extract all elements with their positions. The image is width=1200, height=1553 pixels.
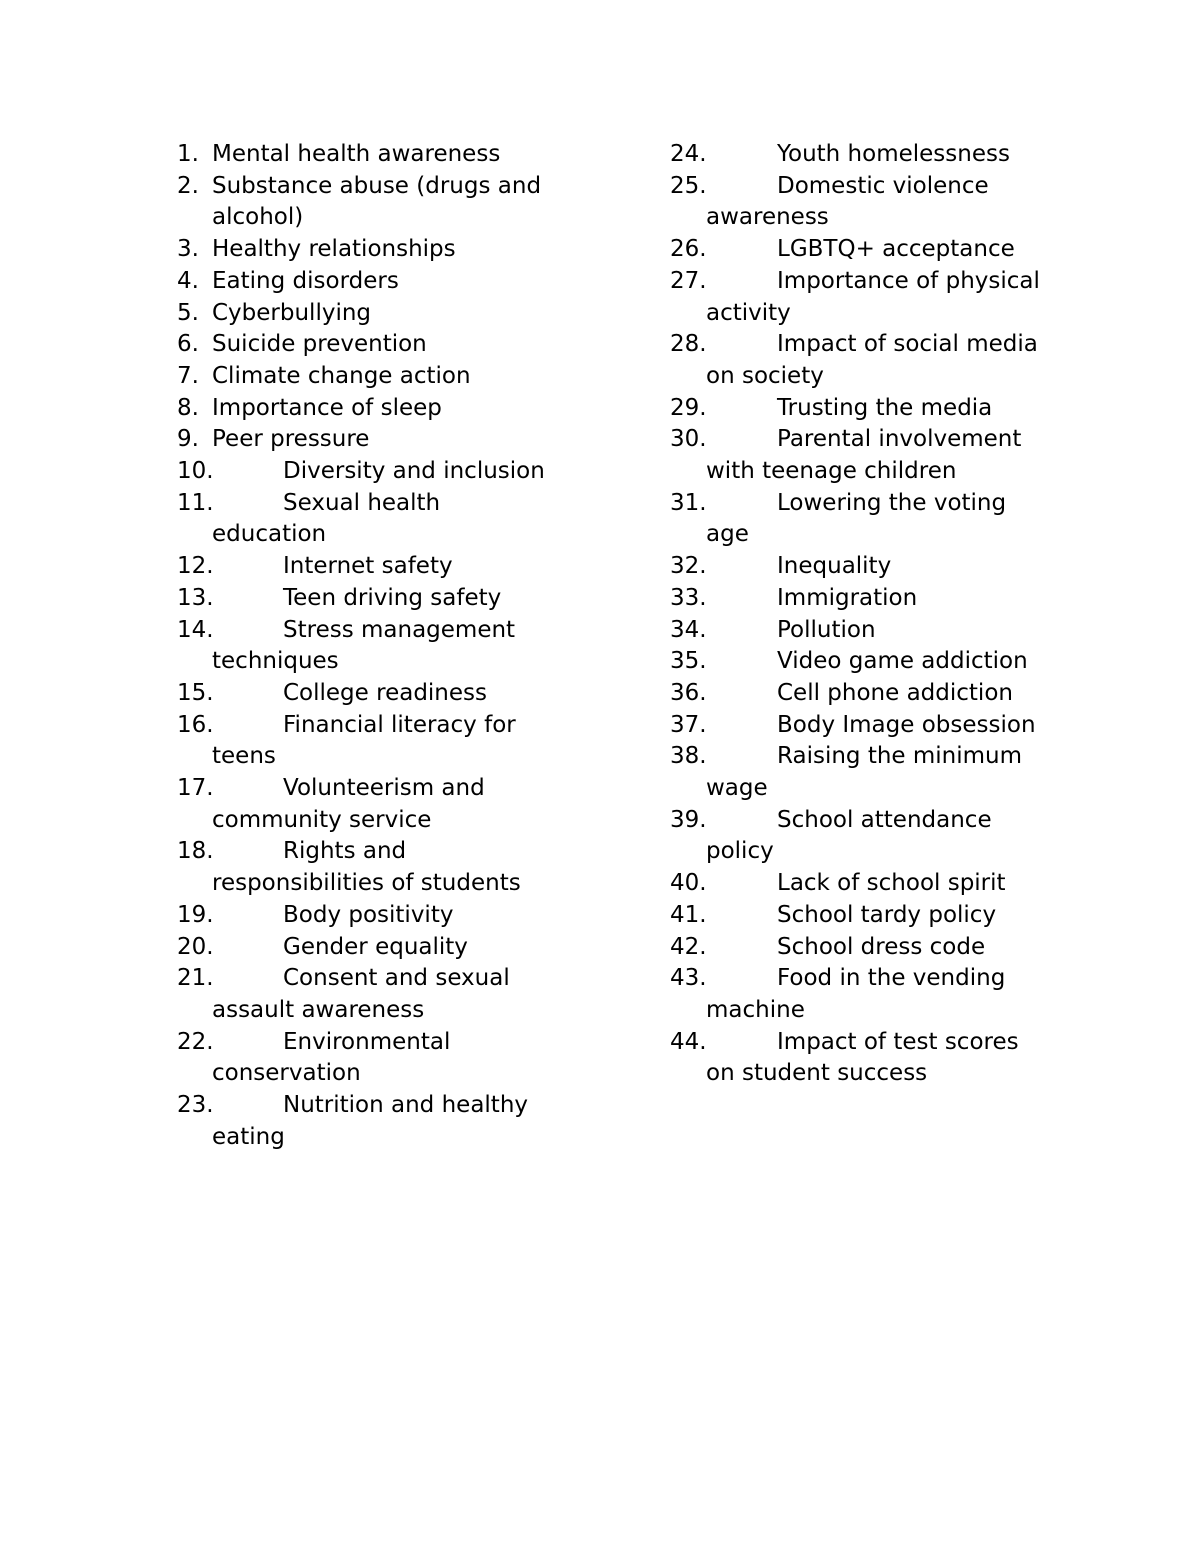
list-item bbox=[670, 393, 1070, 425]
list-item-label: Raising the minimum bbox=[777, 743, 1023, 770]
list-item-first-line bbox=[670, 234, 1070, 266]
list-item-number: 32. bbox=[670, 553, 707, 580]
list-item-number: 7. bbox=[177, 362, 199, 389]
list-item-label: Impact of social media bbox=[777, 331, 1038, 358]
list-item-number: 5. bbox=[177, 299, 199, 326]
list-item-first-line bbox=[177, 234, 577, 266]
list-item-first-line bbox=[670, 741, 1070, 773]
list-item-first-line bbox=[177, 1090, 577, 1122]
list-item bbox=[670, 741, 1070, 804]
list-item-number: 40. bbox=[670, 870, 707, 897]
list-item bbox=[670, 266, 1070, 329]
list-item bbox=[177, 678, 577, 710]
list-item bbox=[670, 139, 1070, 171]
list-item bbox=[177, 298, 577, 330]
list-item-first-line bbox=[670, 139, 1070, 171]
list-item bbox=[177, 773, 577, 836]
list-item-number: 31. bbox=[670, 489, 707, 516]
list-item-first-line bbox=[177, 456, 577, 488]
list-item-first-line bbox=[177, 361, 577, 393]
list-item-first-line bbox=[670, 646, 1070, 678]
list-item-number: 43. bbox=[670, 965, 707, 992]
list-item-label: Climate change action bbox=[212, 362, 471, 389]
list-item-label: Financial literacy for bbox=[283, 711, 516, 738]
list-item-first-line bbox=[670, 615, 1070, 647]
list-item-first-line bbox=[670, 1027, 1070, 1059]
list-item-first-line bbox=[177, 1027, 577, 1059]
list-item-label: Consent and sexual bbox=[283, 965, 510, 992]
list-item-label: Cell phone addiction bbox=[777, 679, 1013, 706]
list-item-label: Environmental bbox=[283, 1028, 451, 1055]
list-item-number: 28. bbox=[670, 331, 707, 358]
list-item-number: 13. bbox=[177, 584, 214, 611]
list-item-number: 37. bbox=[670, 711, 707, 738]
list-item-continuation: community service bbox=[212, 806, 432, 833]
list-item-label: Cyberbullying bbox=[212, 299, 372, 326]
list-item-label: Healthy relationships bbox=[212, 236, 456, 263]
list-item-number: 34. bbox=[670, 616, 707, 643]
list-item-label: Eating disorders bbox=[212, 267, 399, 294]
list-item bbox=[177, 963, 577, 1026]
list-item-number: 1. bbox=[177, 141, 199, 167]
list-item bbox=[177, 932, 577, 964]
list-item-label: Parental involvement bbox=[777, 426, 1022, 453]
list-item-first-line bbox=[670, 329, 1070, 361]
list-item-first-line bbox=[177, 900, 577, 932]
list-item-first-line bbox=[177, 266, 577, 298]
list-item-first-line bbox=[670, 266, 1070, 298]
list-item-label: School tardy policy bbox=[777, 901, 997, 928]
list-item-first-line bbox=[177, 488, 577, 520]
list-item-label: School dress code bbox=[777, 933, 986, 960]
list-item-label: College readiness bbox=[283, 679, 488, 706]
list-item-number: 19. bbox=[177, 901, 214, 928]
list-item-number: 36. bbox=[670, 679, 707, 706]
list-item bbox=[670, 234, 1070, 266]
list-item-label: Video game addiction bbox=[777, 648, 1028, 675]
list-item-label: Domestic violence bbox=[777, 172, 989, 199]
list-item bbox=[670, 488, 1070, 551]
list-item-continuation: conservation bbox=[212, 1060, 361, 1087]
list-item-first-line bbox=[177, 551, 577, 583]
list-item bbox=[670, 171, 1070, 234]
list-item bbox=[177, 900, 577, 932]
list-item-continuation: techniques bbox=[212, 648, 339, 675]
list-item-number: 25. bbox=[670, 172, 707, 199]
list-item-first-line bbox=[177, 583, 577, 615]
list-item-first-line bbox=[670, 678, 1070, 710]
list-item-continuation: alcohol) bbox=[212, 204, 304, 231]
list-item-label: Importance of sleep bbox=[212, 394, 442, 421]
list-item-continuation: on society bbox=[706, 362, 824, 389]
list-item bbox=[177, 615, 577, 678]
list-item-first-line bbox=[177, 329, 577, 361]
list-item bbox=[670, 329, 1070, 392]
list-item-first-line bbox=[670, 424, 1070, 456]
list-item-number: 33. bbox=[670, 584, 707, 611]
list-item-number: 11. bbox=[177, 489, 214, 516]
list-item bbox=[670, 615, 1070, 647]
list-item bbox=[177, 139, 577, 171]
list-item-continuation: education bbox=[212, 521, 327, 548]
list-item-label: Importance of physical bbox=[777, 267, 1040, 294]
list-item-number: 3. bbox=[177, 236, 199, 263]
list-item-number: 21. bbox=[177, 965, 214, 992]
list-item-label: Peer pressure bbox=[212, 426, 370, 453]
list-item bbox=[177, 329, 577, 361]
list-item-number: 12. bbox=[177, 553, 214, 580]
list-item-label: Food in the vending bbox=[777, 965, 1006, 992]
list-item bbox=[670, 963, 1070, 1026]
list-item-first-line bbox=[670, 393, 1070, 425]
list-item bbox=[177, 424, 577, 456]
list-item-first-line bbox=[670, 963, 1070, 995]
list-item-first-line bbox=[670, 488, 1070, 520]
list-item bbox=[177, 393, 577, 425]
list-item-number: 10. bbox=[177, 458, 214, 485]
list-item-number: 26. bbox=[670, 236, 707, 263]
list-item-continuation: responsibilities of students bbox=[212, 870, 521, 897]
list-item-continuation: assault awareness bbox=[212, 996, 425, 1023]
list-item-first-line bbox=[177, 139, 577, 171]
list-item-number: 14. bbox=[177, 616, 214, 643]
list-item bbox=[670, 868, 1070, 900]
list-item-first-line bbox=[670, 805, 1070, 837]
list-item-continuation: on student success bbox=[706, 1060, 928, 1087]
list-item-label: Mental health awareness bbox=[212, 141, 501, 167]
list-item-number: 30. bbox=[670, 426, 707, 453]
list-item bbox=[177, 1027, 577, 1090]
list-item-label: Diversity and inclusion bbox=[283, 458, 545, 485]
list-item-number: 15. bbox=[177, 679, 214, 706]
list-item bbox=[670, 710, 1070, 742]
list-item bbox=[670, 678, 1070, 710]
list-item-label: Suicide prevention bbox=[212, 331, 427, 358]
list-item-continuation: policy bbox=[706, 838, 774, 865]
list-item-number: 16. bbox=[177, 711, 214, 738]
list-item-label: Body positivity bbox=[283, 901, 454, 928]
list-item bbox=[670, 932, 1070, 964]
list-item-number: 8. bbox=[177, 394, 199, 421]
list-item-continuation: awareness bbox=[706, 204, 829, 231]
list-item-first-line bbox=[670, 710, 1070, 742]
list-item-label: Lack of school spirit bbox=[777, 870, 1006, 897]
list-item bbox=[177, 710, 577, 773]
list-item-first-line bbox=[670, 932, 1070, 964]
list-item bbox=[177, 266, 577, 298]
list-item-label: Trusting the media bbox=[777, 394, 993, 421]
list-item-first-line bbox=[670, 171, 1070, 203]
list-item bbox=[177, 361, 577, 393]
list-item bbox=[177, 456, 577, 488]
list-item bbox=[670, 583, 1070, 615]
list-item-first-line bbox=[177, 171, 577, 203]
list-item-number: 4. bbox=[177, 267, 199, 294]
list-item-number: 42. bbox=[670, 933, 707, 960]
list-item-first-line bbox=[177, 393, 577, 425]
list-item bbox=[177, 488, 577, 551]
list-item-number: 24. bbox=[670, 141, 707, 167]
list-item-number: 23. bbox=[177, 1092, 214, 1119]
list-item-label: Impact of test scores bbox=[777, 1028, 1019, 1055]
list-item-number: 39. bbox=[670, 806, 707, 833]
list-item-continuation: teens bbox=[212, 743, 276, 770]
topic-list-right-column bbox=[670, 139, 1070, 1090]
list-item-label: Substance abuse (drugs and bbox=[212, 172, 542, 199]
list-item-first-line bbox=[177, 710, 577, 742]
list-item-continuation: with teenage children bbox=[706, 458, 957, 485]
list-item-label: Nutrition and healthy bbox=[283, 1092, 529, 1119]
list-item bbox=[670, 551, 1070, 583]
list-item-number: 6. bbox=[177, 331, 199, 358]
list-item-continuation: activity bbox=[706, 299, 791, 326]
list-item-number: 44. bbox=[670, 1028, 707, 1055]
list-item bbox=[670, 646, 1070, 678]
list-item-label: School attendance bbox=[777, 806, 992, 833]
list-item-first-line bbox=[177, 424, 577, 456]
list-item-first-line bbox=[177, 298, 577, 330]
list-item-first-line bbox=[670, 551, 1070, 583]
list-item-number: 22. bbox=[177, 1028, 214, 1055]
list-item bbox=[177, 234, 577, 266]
list-item-first-line bbox=[177, 932, 577, 964]
list-item-first-line bbox=[670, 900, 1070, 932]
list-item-first-line bbox=[177, 963, 577, 995]
list-item-label: Youth homelessness bbox=[777, 141, 1010, 167]
list-item-first-line bbox=[670, 583, 1070, 615]
list-item bbox=[177, 551, 577, 583]
list-item-label: Pollution bbox=[777, 616, 876, 643]
list-item bbox=[670, 424, 1070, 487]
list-item-label: Teen driving safety bbox=[283, 584, 502, 611]
list-item-continuation: age bbox=[706, 521, 749, 548]
list-item-label: Volunteerism and bbox=[283, 775, 485, 802]
list-item-label: Gender equality bbox=[283, 933, 468, 960]
list-item bbox=[177, 583, 577, 615]
list-item-label: Lowering the voting bbox=[777, 489, 1007, 516]
list-item-continuation: wage bbox=[706, 775, 768, 802]
list-item-number: 38. bbox=[670, 743, 707, 770]
list-item-number: 9. bbox=[177, 426, 199, 453]
list-item-first-line bbox=[177, 773, 577, 805]
list-item-number: 2. bbox=[177, 172, 199, 199]
list-item-first-line bbox=[177, 678, 577, 710]
list-item bbox=[177, 1090, 577, 1153]
list-item-number: 17. bbox=[177, 775, 214, 802]
list-item-number: 18. bbox=[177, 838, 214, 865]
list-item-label: Internet safety bbox=[283, 553, 453, 580]
list-item-label: Stress management bbox=[283, 616, 516, 643]
list-item-number: 35. bbox=[670, 648, 707, 675]
list-item bbox=[670, 805, 1070, 868]
list-item-first-line bbox=[177, 836, 577, 868]
list-item-label: LGBTQ+ acceptance bbox=[777, 236, 1015, 263]
list-item-label: Body Image obsession bbox=[777, 711, 1036, 738]
list-item bbox=[670, 1027, 1070, 1090]
list-item-number: 29. bbox=[670, 394, 707, 421]
list-item-label: Sexual health bbox=[283, 489, 441, 516]
list-item-label: Immigration bbox=[777, 584, 918, 611]
topic-list-left-column bbox=[177, 139, 577, 1154]
list-item-continuation: eating bbox=[212, 1123, 285, 1150]
list-item-first-line bbox=[177, 615, 577, 647]
list-item bbox=[177, 836, 577, 899]
list-item-label: Rights and bbox=[283, 838, 407, 865]
list-item-label: Inequality bbox=[777, 553, 892, 580]
list-item-number: 20. bbox=[177, 933, 214, 960]
list-item-number: 27. bbox=[670, 267, 707, 294]
list-item-number: 41. bbox=[670, 901, 707, 928]
list-item-continuation: machine bbox=[706, 996, 805, 1023]
list-item bbox=[177, 171, 577, 234]
list-item bbox=[670, 900, 1070, 932]
list-item-first-line bbox=[670, 868, 1070, 900]
